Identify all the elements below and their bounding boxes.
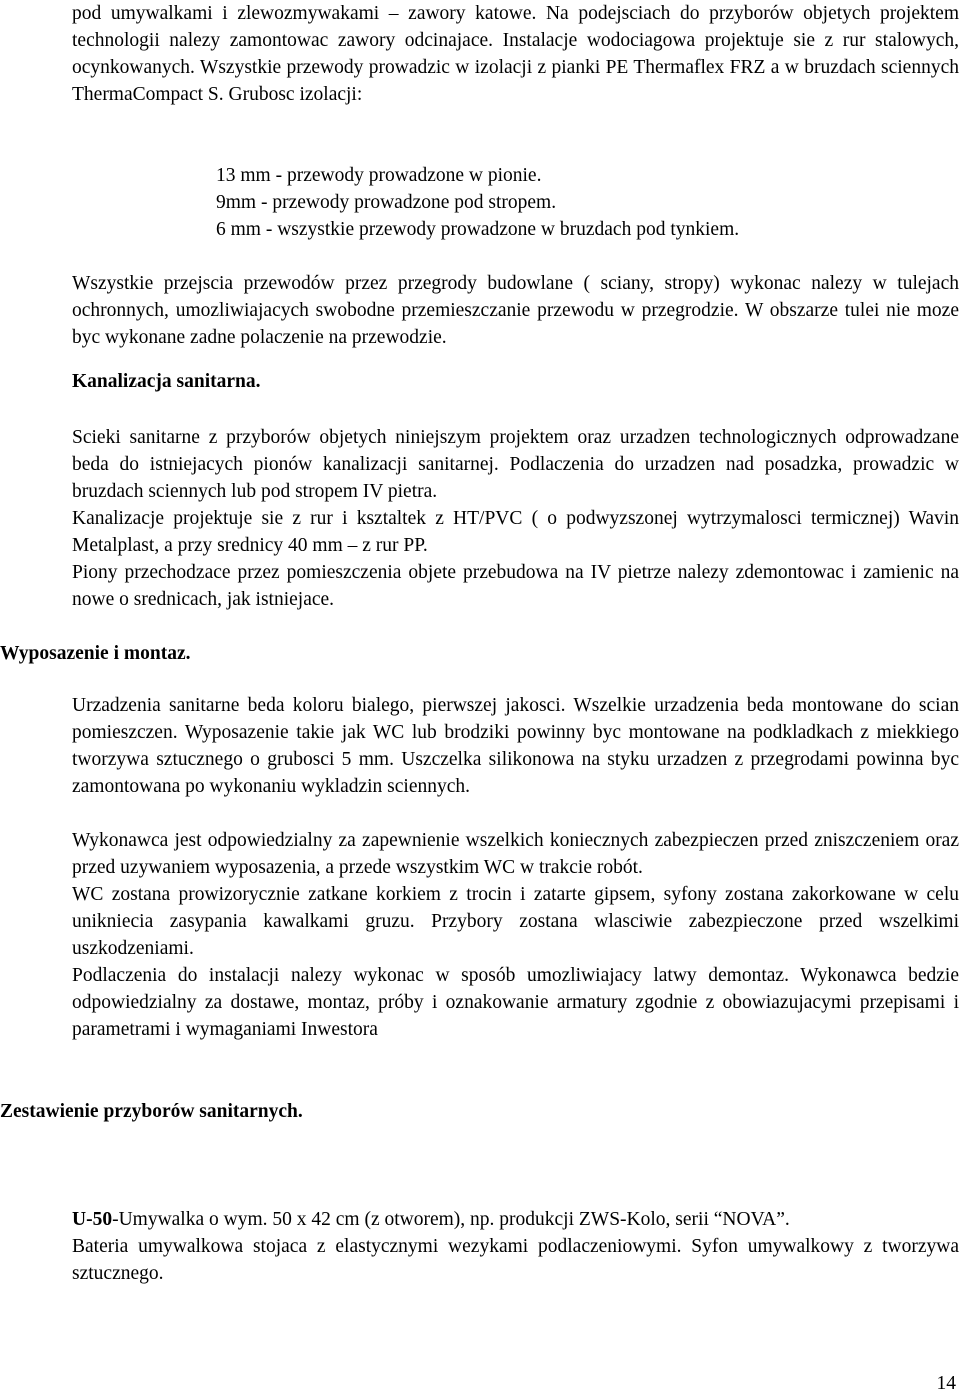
- paragraph-pipe-crossings: Wszystkie przejscia przewodów przez przegrody budowlane ( sciany, stropy) wykonac nalezy w tulejach ochronnych, umozliwiajacych swobodne przemieszczanie przewodu w przegrodzie. W obszarze tulei nie moze byc wykonane zadne polaczenie na przewodzie.: [72, 273, 959, 348]
- paragraph-risers: Piony przechodzace przez pomieszczenia objete przebudowa na IV pietrze nalezy zdemontowac i zamienic na nowe o srednicach, jak istniejace.: [72, 562, 959, 610]
- insulation-list-item-1: 13 mm - przewody prowadzone w pionie.: [216, 165, 542, 186]
- paragraph-sewage: Scieki sanitarne z przyborów objetych niniejszym projektem oraz urzadzen technologicznych odprowadzane beda do istniejacych pionów kanalizacji sanitarnej. Podlaczenia do urzadzen nad posadzka, prowadzic w bruzdach sciennych lub pod stropem IV pietra.: [72, 427, 959, 502]
- insulation-list-item-2: 9mm - przewody prowadzone pod stropem.: [216, 192, 557, 213]
- insulation-list-item-3: 6 mm - wszystkie przewody prowadzone w bruzdach pod tynkiem.: [216, 219, 740, 240]
- fixture-u50-line: [72, 1206, 959, 1233]
- heading-zestawienie: Zestawienie przyborów sanitarnych.: [0, 1101, 303, 1122]
- paragraph-contractor-protection: Wykonawca jest odpowiedzialny za zapewnienie wszelkich koniecznych zabezpieczen przed zniszczeniem oraz przed uzywaniem wyposazenia, a przede wszystkim WC w trakcie robót.: [72, 830, 959, 878]
- paragraph-sanitary-devices: Urzadzenia sanitarne beda koloru bialego, pierwszej jakosci. Wszelkie urzadzenia beda montowane do scian pomieszczen. Wyposazenie takie jak WC lub brodziki powinny byc montowane na podkladkach z miekkiego tworzywa sztucznego o grubosci 5 mm. Uszczelka silikonowa na styku urzadzen z przegrodami powinna byc zamontowana po wykonaniu wykladzin sciennych.: [72, 695, 959, 797]
- paragraph-connections: Podlaczenia do instalacji nalezy wykonac w sposób umozliwiajacy latwy demontaz. Wykonawca bedzie odpowiedzialny za dostawe, montaz, próby i oznakowanie armatury zgodnie z obowiazujacymi przepisami i parametrami i wymaganiami Inwestora: [72, 965, 959, 1040]
- paragraph-water-installation: pod umywalkami i zlewozmywakami – zawory katowe. Na podejsciach do przyborów objetych projektem technologii nalezy zamontowac zawory odcinajace. Instalacje wodociagowa projektuje sie z rur stalowych, ocynkowanych. Wszystkie przewody prowadzic w izolacji z pianki PE Thermaflex FRZ a w bruzdach sciennych ThermaCompact S. Grubosc izolacji:: [72, 3, 959, 105]
- paragraph-wc-plugging: WC zostana prowizorycznie zatkane korkiem z trocin i zatarte gipsem, syfony zostana zakorkowane w celu unikniecia zasypania kawalkami gruzu. Przybory zostana wlasciwie zabezpieczone przed wszelkimi uszkodzeniami.: [72, 884, 959, 959]
- paragraph-faucet-siphon: Bateria umywalkowa stojaca z elastycznymi wezykami podlaczeniowymi. Syfon umywalkowy z tworzywa sztucznego.: [72, 1236, 959, 1284]
- heading-kanalizacja: Kanalizacja sanitarna.: [72, 371, 261, 392]
- fixture-description: -Umywalka o wym. 50 x 42 cm (z otworem), np. produkcji ZWS-Kolo, serii “NOVA”.: [112, 1209, 790, 1230]
- paragraph-sewage-pipes: Kanalizacje projektuje sie z rur i ksztaltek z HT/PVC ( o podwyzszonej wytrzymalosci termicznej) Wavin Metalplast, a przy srednicy 40 mm – z rur PP.: [72, 508, 959, 556]
- fixture-code: U-50: [72, 1209, 113, 1230]
- page-number: 14: [936, 1373, 956, 1394]
- heading-wyposazenie: Wyposazenie i montaz.: [0, 643, 191, 664]
